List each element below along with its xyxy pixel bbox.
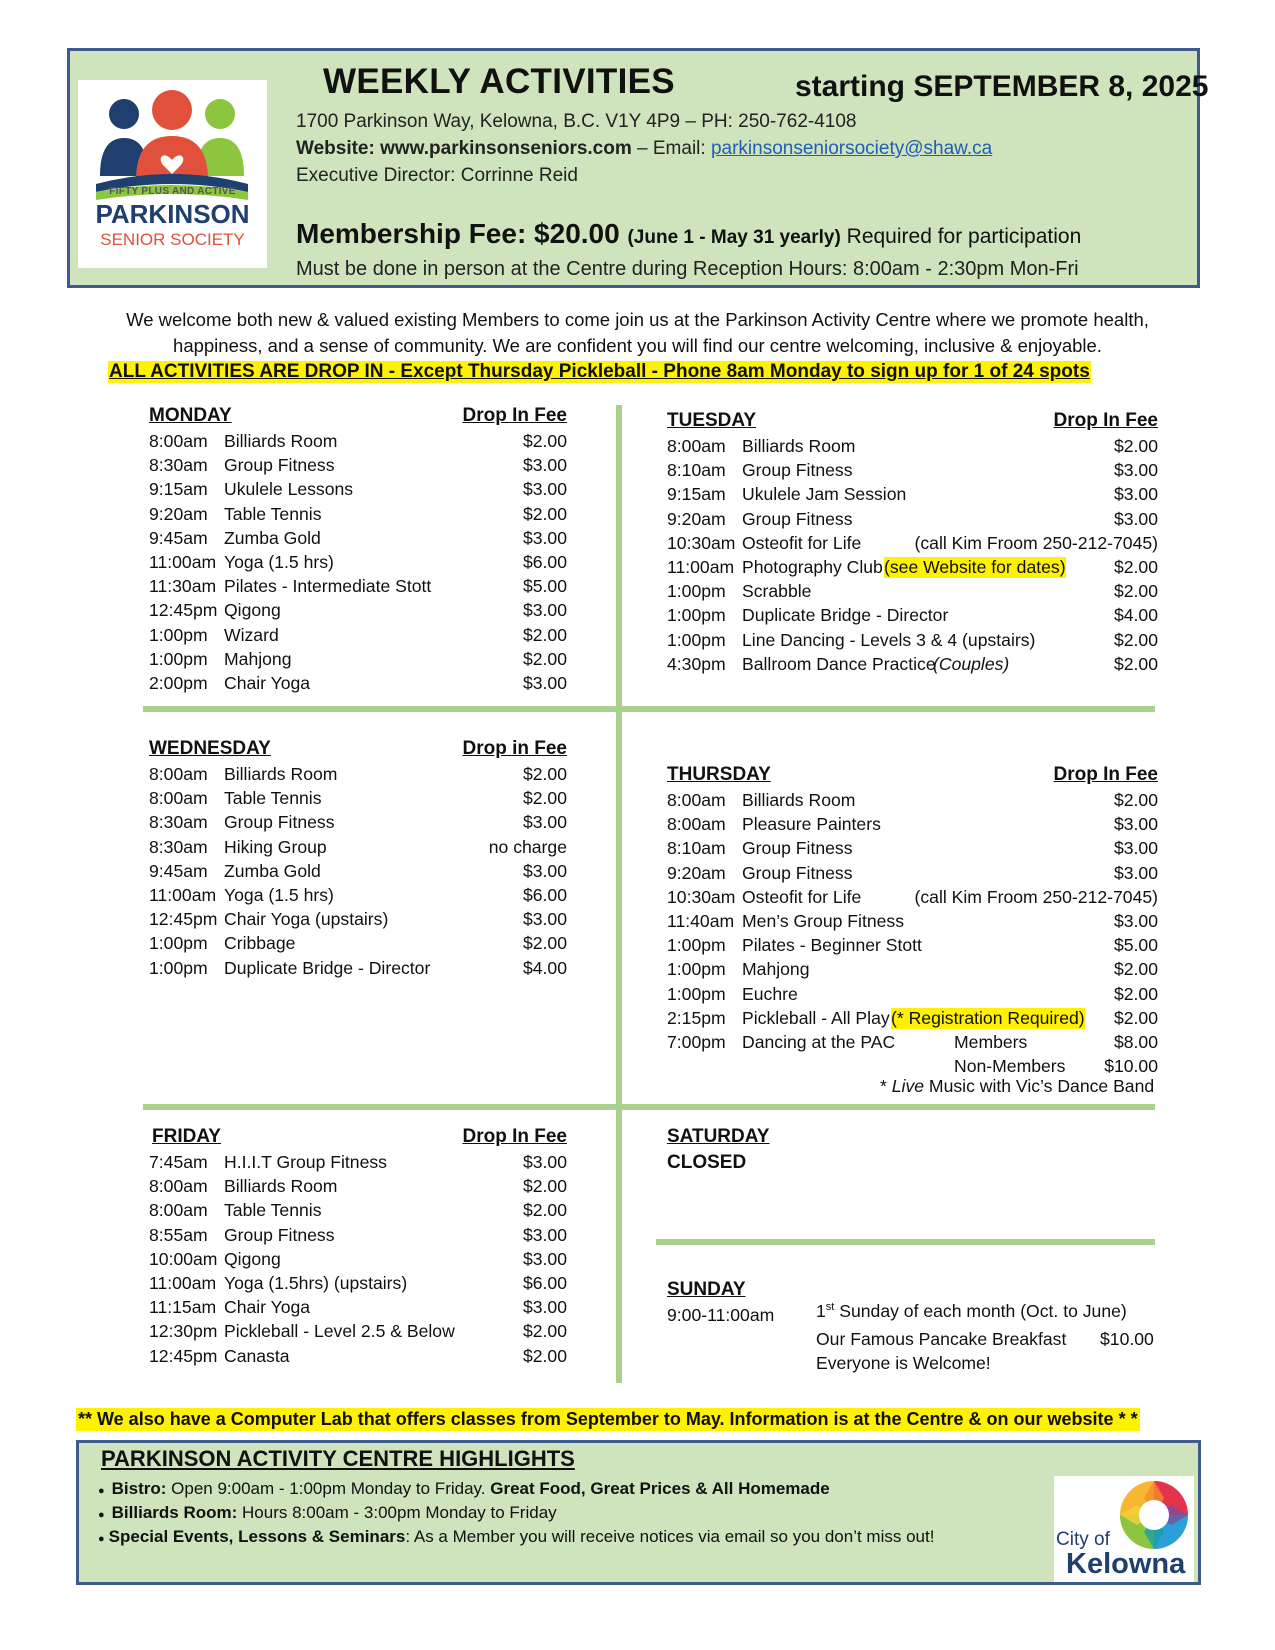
saturday-status: CLOSED [667, 1152, 747, 1173]
activity-name: Ukulele Lessons [224, 479, 354, 500]
monday-schedule [149, 405, 567, 697]
drop-in-fee: $3.00 [522, 1152, 567, 1172]
schedule-row [667, 654, 1158, 678]
city-name: Kelowna [1066, 1548, 1186, 1580]
drop-in-fee: $10.00 [1104, 1056, 1158, 1077]
activity-name: Pickleball - Level 2.5 & Below [224, 1321, 455, 1342]
day-heading: MONDAY [149, 405, 232, 426]
activity-time: 8:30am [149, 836, 208, 857]
intro-text [60, 307, 1215, 359]
activity-time: 1:00pm [149, 648, 208, 669]
schedule-row [667, 533, 1158, 557]
drop-in-fee: $2.00 [1113, 581, 1158, 602]
drop-in-fee: $3.00 [1113, 508, 1158, 529]
activity-name: Pilates - Beginner Stott [742, 935, 922, 956]
activity-name: Zumba Gold [224, 860, 321, 881]
activity-name: Billiards Room [224, 431, 338, 451]
drop-in-fee: $3.00 [522, 455, 567, 476]
schedule-row [667, 1008, 1158, 1032]
activity-time: 11:15am [149, 1297, 217, 1318]
schedule-row [149, 958, 567, 982]
activity-name: Table Tennis [224, 1200, 322, 1221]
drop-in-fee: $2.00 [522, 1200, 567, 1221]
schedule-row [149, 1273, 567, 1297]
schedule-row [667, 790, 1158, 814]
bullet-icon: ● [98, 1485, 105, 1497]
schedule-row [667, 509, 1158, 533]
activity-time: 1:00pm [667, 983, 726, 1004]
highlight-item: ● Special Events, Lessons & Seminars: As a Member you will receive notices via email so you don’t miss out! [98, 1527, 935, 1546]
drop-in-fee: $3.00 [522, 909, 567, 930]
activity-time: 11:40am [667, 910, 735, 931]
activity-name: Table Tennis [224, 788, 322, 809]
activity-time: 12:30pm [149, 1321, 218, 1342]
activity-time: 9:20am [149, 503, 208, 524]
activity-name: Qigong [224, 1248, 281, 1269]
schedule-row [149, 1152, 567, 1176]
activity-note: (* Registration Required) [891, 1007, 1085, 1028]
activity-time: 9:20am [667, 862, 726, 883]
fee-heading: Drop In Fee [1053, 410, 1158, 431]
activity-name: Scrabble [742, 581, 812, 602]
saturday-heading: SATURDAY [667, 1126, 770, 1147]
schedule-row [149, 788, 567, 812]
activity-time: 9:45am [149, 527, 208, 548]
activity-time: 2:15pm [667, 1007, 726, 1028]
schedule-row [149, 649, 567, 673]
activity-time: 9:15am [667, 484, 726, 505]
schedule-row [149, 764, 567, 788]
drop-in-fee: $2.00 [1113, 790, 1158, 810]
activity-time: 8:30am [149, 455, 208, 476]
drop-in-banner: ALL ACTIVITIES ARE DROP IN - Except Thursday Pickleball - Phone 8am Monday to sign up for 1 of 24 spots [109, 361, 1090, 382]
schedule-row [149, 600, 567, 624]
activity-time: 8:10am [667, 460, 726, 481]
intro-line-1: We welcome both new & valued existing Members to come join us at the Parkinson Activity Centre where we promote health, [126, 309, 1149, 330]
schedule-row [667, 557, 1158, 581]
price-category: Members [954, 1031, 1028, 1052]
activity-name: Chair Yoga [224, 672, 311, 693]
email-prefix: – Email: [631, 138, 711, 159]
activity-name: Billiards Room [742, 790, 856, 810]
activity-time: 8:00am [667, 814, 726, 835]
activity-name: Ballroom Dance Practice [742, 653, 936, 674]
thursday-schedule [667, 764, 1158, 1080]
activity-time: 8:00am [667, 436, 726, 456]
activity-name: Men’s Group Fitness [742, 910, 904, 931]
day-heading: FRIDAY [152, 1126, 221, 1147]
schedule-row [149, 812, 567, 836]
schedule-row [149, 1176, 567, 1200]
schedule-row [149, 861, 567, 885]
activity-name: Duplicate Bridge - Director [742, 605, 949, 626]
fee-heading: Drop In Fee [462, 1126, 567, 1147]
schedule-row [149, 933, 567, 957]
live-music-note: * Live Music with Vic’s Dance Band [880, 1076, 1155, 1096]
drop-in-fee: $3.00 [522, 1248, 567, 1269]
wednesday-schedule [149, 738, 567, 982]
activity-time: 12:45pm [149, 600, 218, 621]
drop-in-fee: $2.00 [1113, 629, 1158, 650]
activity-time: 7:00pm [667, 1031, 726, 1052]
activity-time: 1:00pm [667, 629, 726, 650]
schedule-row [149, 504, 567, 528]
schedule-row [149, 1346, 567, 1370]
drop-in-fee: $4.00 [522, 957, 567, 978]
drop-in-fee: $3.00 [522, 479, 567, 500]
schedule-row [149, 431, 567, 455]
sunday-fee: $10.00 [1100, 1329, 1154, 1349]
friday-schedule [149, 1126, 567, 1370]
activity-name: Table Tennis [224, 503, 322, 524]
activity-name: Mahjong [224, 648, 292, 669]
drop-in-fee: $2.00 [522, 1345, 567, 1366]
drop-in-fee: $3.00 [522, 527, 567, 548]
sunday-time: 9:00-11:00am [667, 1305, 775, 1325]
sunday-line-2: Our Famous Pancake Breakfast [816, 1329, 1067, 1349]
fee-note: Required for participation [840, 225, 1082, 248]
activity-name: Group Fitness [224, 812, 335, 833]
start-date: starting SEPTEMBER 8, 2025 [795, 70, 1209, 103]
drop-in-fee: $2.00 [1113, 556, 1158, 577]
activity-time: 8:30am [149, 812, 208, 833]
schedule-row [149, 552, 567, 576]
sunday-line-3: Everyone is Welcome! [816, 1353, 991, 1373]
drop-in-fee: $2.00 [522, 624, 567, 645]
activity-name: Yoga (1.5 hrs) [224, 884, 334, 905]
activity-name: Chair Yoga (upstairs) [224, 909, 389, 930]
activity-time: 8:00am [149, 1176, 208, 1197]
activity-time: 11:00am [667, 556, 735, 577]
highlight-item: ● Billiards Room: Hours 8:00am - 3:00pm Monday to Friday [98, 1503, 557, 1522]
activity-name: Billiards Room [224, 764, 338, 784]
fee-heading: Drop In Fee [1053, 764, 1158, 785]
schedule-row [667, 484, 1158, 508]
activity-note: (see Website for dates) [884, 556, 1066, 577]
activity-name: Billiards Room [742, 436, 856, 456]
drop-in-fee: $5.00 [1113, 935, 1158, 956]
drop-in-fee: no charge [488, 836, 567, 857]
activity-time: 7:45am [149, 1152, 208, 1172]
drop-in-fee: $2.00 [522, 788, 567, 809]
grid-line-2 [143, 1104, 1155, 1110]
bullet-icon: ● [98, 1533, 105, 1545]
schedule-row [667, 460, 1158, 484]
day-heading: TUESDAY [667, 410, 757, 431]
membership-fee [296, 218, 1081, 250]
activity-name: Group Fitness [224, 1224, 335, 1245]
activity-name: Zumba Gold [224, 527, 321, 548]
drop-in-fee: $3.00 [522, 1224, 567, 1245]
drop-in-fee: $5.00 [522, 576, 567, 597]
activity-name: Pickleball - All Play [742, 1007, 890, 1028]
activity-name: Dancing at the PAC [742, 1031, 896, 1052]
schedule-row [667, 984, 1158, 1008]
reception-hours: Must be done in person at the Centre during Reception Hours: 8:00am - 2:30pm Mon-Fri [296, 258, 1079, 280]
schedule-row [667, 605, 1158, 629]
activity-name: Group Fitness [224, 455, 335, 476]
activity-time: 8:00am [149, 764, 208, 784]
activity-name: H.I.I.T Group Fitness [224, 1152, 387, 1172]
sunday-line-1: 1st Sunday of each month (Oct. to June) [816, 1301, 1127, 1321]
schedule-row [667, 1032, 1158, 1056]
activity-name: Osteofit for Life [742, 886, 862, 907]
price-category: Non-Members [954, 1056, 1066, 1077]
parkinson-logo [78, 80, 267, 268]
sun-mosaic-icon [1116, 1478, 1192, 1552]
activity-time: 8:00am [149, 431, 208, 451]
drop-in-fee: $3.00 [1113, 838, 1158, 859]
schedule-row [149, 885, 567, 909]
activity-time: 8:10am [667, 838, 726, 859]
activity-name: Euchre [742, 983, 798, 1004]
drop-in-fee: $3.00 [522, 812, 567, 833]
activity-time: 1:00pm [667, 935, 726, 956]
activity-name: Mahjong [742, 959, 810, 980]
activity-name: Osteofit for Life [742, 532, 862, 553]
grid-line-3 [656, 1239, 1155, 1245]
drop-in-fee: $2.00 [1113, 1007, 1158, 1028]
activity-time: 2:00pm [149, 672, 208, 693]
drop-in-fee: $2.00 [522, 933, 567, 954]
activity-name: Ukulele Jam Session [742, 484, 907, 505]
drop-in-fee: $3.00 [1113, 460, 1158, 481]
drop-in-fee: (call Kim Froom 250-212-7045) [914, 532, 1158, 553]
activity-time: 8:00am [149, 1200, 208, 1221]
schedule-row [149, 909, 567, 933]
drop-in-fee: $6.00 [522, 551, 567, 572]
drop-in-fee: $3.00 [1113, 862, 1158, 883]
activity-name: Duplicate Bridge - Director [224, 957, 431, 978]
activity-name: Billiards Room [224, 1176, 338, 1197]
website-link[interactable]: Website: www.parkinsonseniors.com [296, 138, 632, 159]
activity-time: 8:00am [149, 788, 208, 809]
activity-time: 11:30am [149, 576, 217, 597]
activity-name: Chair Yoga [224, 1297, 311, 1318]
activity-name: Wizard [224, 624, 279, 645]
schedule-row [149, 479, 567, 503]
schedule-row [667, 436, 1158, 460]
activity-time: 1:00pm [149, 624, 208, 645]
activity-name: Line Dancing - Levels 3 & 4 (upstairs) [742, 629, 1036, 650]
activity-time: 9:15am [149, 479, 208, 500]
intro-line-2: happiness, and a sense of community. We are confident you will find our centre welcoming, inclusive & enjoyable. [173, 335, 1102, 356]
drop-in-fee: $3.00 [522, 672, 567, 693]
activity-time: 10:00am [149, 1248, 218, 1269]
schedule-row [149, 673, 567, 697]
drop-in-fee: $3.00 [522, 860, 567, 881]
activity-note: (Couples) [933, 653, 1010, 674]
activity-time: 1:00pm [149, 957, 208, 978]
city-of-kelowna-logo [1054, 1476, 1194, 1582]
activity-name: Pilates - Intermediate Stott [224, 576, 432, 597]
drop-in-fee: $2.00 [522, 648, 567, 669]
activity-time: 10:30am [667, 886, 736, 907]
schedule-row [667, 814, 1158, 838]
schedule-row [667, 863, 1158, 887]
schedule-row [149, 455, 567, 479]
activity-time: 11:00am [149, 884, 217, 905]
fee-heading: Drop in Fee [462, 738, 567, 759]
activity-time: 1:00pm [149, 933, 208, 954]
day-heading: THURSDAY [667, 764, 771, 785]
activity-time: 1:00pm [667, 605, 726, 626]
email-link[interactable]: parkinsonseniorsociety@shaw.ca [710, 138, 993, 159]
schedule-row [149, 1225, 567, 1249]
schedule-row [667, 887, 1158, 911]
page-title: WEEKLY ACTIVITIES [323, 62, 675, 101]
schedule-row [149, 1200, 567, 1224]
activity-name: Canasta [224, 1345, 290, 1366]
schedule-row [667, 581, 1158, 605]
drop-in-fee: $6.00 [522, 884, 567, 905]
activity-name: Group Fitness [742, 862, 853, 883]
director-line: Executive Director: Corrinne Reid [296, 165, 578, 186]
drop-in-fee: $3.00 [1113, 814, 1158, 835]
activity-name: Pleasure Painters [742, 814, 881, 835]
activity-name: Group Fitness [742, 460, 853, 481]
drop-in-fee: $6.00 [522, 1272, 567, 1293]
activity-time: 12:45pm [149, 1345, 218, 1366]
logo-tagline: FIFTY PLUS AND ACTIVE [109, 186, 236, 197]
activity-name: Yoga (1.5hrs) (upstairs) [224, 1272, 408, 1293]
activity-name: Hiking Group [224, 836, 327, 857]
drop-in-fee: $3.00 [1113, 910, 1158, 931]
activity-time: 10:30am [667, 532, 736, 553]
activity-name: Yoga (1.5 hrs) [224, 551, 334, 572]
address-line: 1700 Parkinson Way, Kelowna, B.C. V1Y 4P9 – PH: 250-762-4108 [296, 111, 857, 132]
activity-name: Photography Club [742, 556, 883, 577]
activity-time: 9:20am [667, 508, 726, 529]
bullet-icon: ● [98, 1509, 105, 1521]
drop-in-fee: $2.00 [522, 503, 567, 524]
contact-line [296, 138, 992, 160]
schedule-row [149, 528, 567, 552]
drop-in-fee: $2.00 [522, 1176, 567, 1197]
highlights-title: PARKINSON ACTIVITY CENTRE HIGHLIGHTS [101, 1446, 575, 1471]
logo-subtitle: SENIOR SOCIETY [100, 230, 245, 249]
drop-in-fee: $3.00 [522, 1297, 567, 1318]
drop-in-fee: $2.00 [1113, 983, 1158, 1004]
fee-period: (June 1 - May 31 yearly) [627, 227, 841, 248]
activity-time: 1:00pm [667, 959, 726, 980]
highlight-item: ● Bistro: Open 9:00am - 1:00pm Monday to Friday. Great Food, Great Prices & All Homemade [98, 1479, 830, 1498]
schedule-row [667, 935, 1158, 959]
activity-time: 11:00am [149, 1272, 217, 1293]
schedule-row [149, 1297, 567, 1321]
schedule-row [149, 576, 567, 600]
drop-in-fee: $8.00 [1113, 1031, 1158, 1052]
schedule-row [149, 1321, 567, 1345]
activity-time: 4:30pm [667, 653, 726, 674]
drop-in-fee: $2.00 [1113, 653, 1158, 674]
fee-main: Membership Fee: $20.00 [296, 218, 628, 249]
activity-time: 11:00am [149, 551, 217, 572]
activity-time: 1:00pm [667, 581, 726, 602]
drop-in-fee: $2.00 [522, 431, 567, 451]
schedule-row [149, 625, 567, 649]
activity-time: 8:00am [667, 790, 726, 810]
schedule-row [667, 838, 1158, 862]
activity-time: 8:55am [149, 1224, 208, 1245]
sunday-heading: SUNDAY [667, 1279, 746, 1300]
schedule-row [667, 630, 1158, 654]
fee-heading: Drop In Fee [462, 405, 567, 426]
drop-in-fee: $2.00 [522, 764, 567, 784]
activity-time: 9:45am [149, 860, 208, 881]
schedule-row [149, 837, 567, 861]
tuesday-schedule [667, 410, 1158, 678]
drop-in-fee: $2.00 [1113, 959, 1158, 980]
drop-in-fee: $2.00 [522, 1321, 567, 1342]
activity-name: Qigong [224, 600, 281, 621]
activity-time: 12:45pm [149, 909, 218, 930]
day-heading: WEDNESDAY [149, 738, 271, 759]
activity-name: Group Fitness [742, 508, 853, 529]
grid-vertical-line [616, 405, 622, 1383]
schedule-row [667, 959, 1158, 983]
logo-name: PARKINSON [95, 199, 250, 229]
drop-in-fee: $2.00 [1113, 436, 1158, 456]
computer-lab-banner: ** We also have a Computer Lab that offers classes from September to May. Information is at the Centre & on our website * * [78, 1409, 1138, 1429]
activity-name: Group Fitness [742, 838, 853, 859]
schedule-row [149, 1249, 567, 1273]
drop-in-fee: (call Kim Froom 250-212-7045) [914, 886, 1158, 907]
activity-name: Cribbage [224, 933, 296, 954]
city-label: City of [1056, 1529, 1110, 1550]
schedule-row [667, 911, 1158, 935]
drop-in-fee: $3.00 [522, 600, 567, 621]
grid-line-1 [143, 706, 1155, 712]
drop-in-fee: $4.00 [1113, 605, 1158, 626]
drop-in-fee: $3.00 [1113, 484, 1158, 505]
